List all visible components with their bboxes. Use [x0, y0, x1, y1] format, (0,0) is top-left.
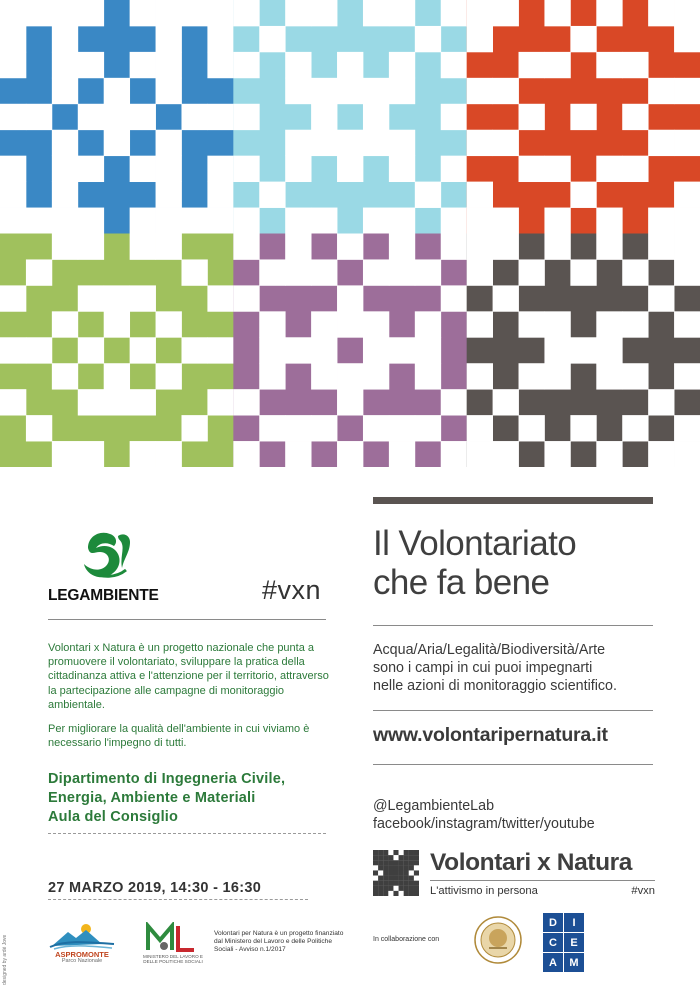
venue	[48, 770, 285, 827]
dicea-letter: I	[564, 913, 584, 932]
venue-line: Dipartimento di Ingegneria Civile,	[48, 771, 286, 787]
vxn-tagline: L'attivismo in persona	[430, 885, 538, 897]
dicea-letter: E	[564, 933, 584, 952]
divider	[373, 710, 653, 711]
description-paragraph: Per migliorare la qualità dell'ambiente in cui viviamo è necessario l'impegno di tutti.	[48, 723, 310, 750]
fields-line: nelle azioni di monitoraggio scientifico.	[373, 678, 617, 695]
vxn-hashtag: #vxn	[631, 885, 655, 897]
swan-icon	[78, 528, 134, 580]
fields-line: sono i campi in cui puoi impegnarti	[373, 660, 593, 677]
university-seal-icon	[474, 916, 522, 964]
hashtag: #vxn	[262, 575, 322, 605]
venue-line: Aula del Consiglio	[48, 809, 179, 825]
pattern-tile	[233, 234, 467, 468]
headline	[373, 524, 576, 602]
divider	[430, 880, 655, 881]
accent-bar	[373, 497, 653, 504]
dicea-letter: A	[543, 953, 563, 972]
x-pattern-icon	[373, 850, 419, 896]
funding-note: Volontari per Natura è un progetto finanziato dal Ministero del Lavoro e delle Politiche Sociali - Avviso n.1/2017	[214, 930, 344, 953]
pattern-tile	[233, 0, 467, 234]
aspromonte-logo	[46, 920, 118, 966]
ministry-emblem-icon	[140, 922, 206, 952]
aspromonte-subtitle: Parco Nazionale	[61, 958, 103, 964]
dicea-logo	[543, 913, 585, 971]
pattern-tile	[467, 0, 700, 234]
dicea-row	[543, 953, 585, 972]
ministry-name: MINISTERO DEL LAVORO E DELLE POLITICHE SOCIALI	[143, 954, 203, 965]
pattern-tile	[467, 234, 700, 468]
dicea-row	[543, 933, 585, 952]
mountain-icon	[46, 920, 118, 950]
event-date: 27 MARZO 2019, 14:30 - 16:30	[48, 880, 262, 896]
social-platforms[interactable]: facebook/instagram/twitter/youtube	[373, 816, 595, 833]
divider	[373, 764, 653, 765]
divider	[373, 625, 653, 626]
legambiente-wordmark: LEGAMBIENTE	[48, 587, 159, 604]
dashed-divider	[48, 899, 308, 900]
dicea-letter: D	[543, 913, 563, 932]
pattern-tile	[0, 0, 234, 234]
headline-line: che fa bene	[373, 563, 550, 602]
dicea-letter: C	[543, 933, 563, 952]
dashed-divider	[48, 833, 326, 834]
project-description	[48, 641, 336, 760]
volontari-x-natura-logo	[373, 849, 655, 899]
description-paragraph: Volontari x Natura è un progetto nazionale che punta a promuovere il volontariato, sviluppare la pratica della cittadinanza attiva e l'attenzione per il territorio, attraverso la partecipazione alle campagne di monitoraggio ambientale.	[48, 642, 329, 711]
pattern-tile	[0, 234, 234, 468]
activity-fields	[373, 641, 617, 696]
header-pattern	[0, 0, 700, 467]
vxn-title: Volontari x Natura	[430, 849, 632, 876]
social-links	[373, 797, 595, 834]
headline-line: Il Volontariato	[373, 524, 577, 563]
aspromonte-name: ASPROMONTE	[55, 950, 109, 959]
fields-line: Acqua/Aria/Legalità/Biodiversità/Arte	[373, 642, 606, 658]
website-link[interactable]: www.volontaripernatura.it	[373, 724, 608, 746]
collaboration-label: In collaborazione con	[373, 936, 440, 943]
ministry-logo	[140, 922, 206, 968]
venue-line: Energia, Ambiente e Materiali	[48, 790, 256, 806]
designer-credit: designed by ardé Jove	[2, 934, 8, 985]
dicea-row	[543, 913, 585, 932]
dicea-letter: M	[564, 953, 584, 972]
divider	[48, 619, 326, 620]
social-handle[interactable]: @LegambienteLab	[373, 798, 495, 814]
